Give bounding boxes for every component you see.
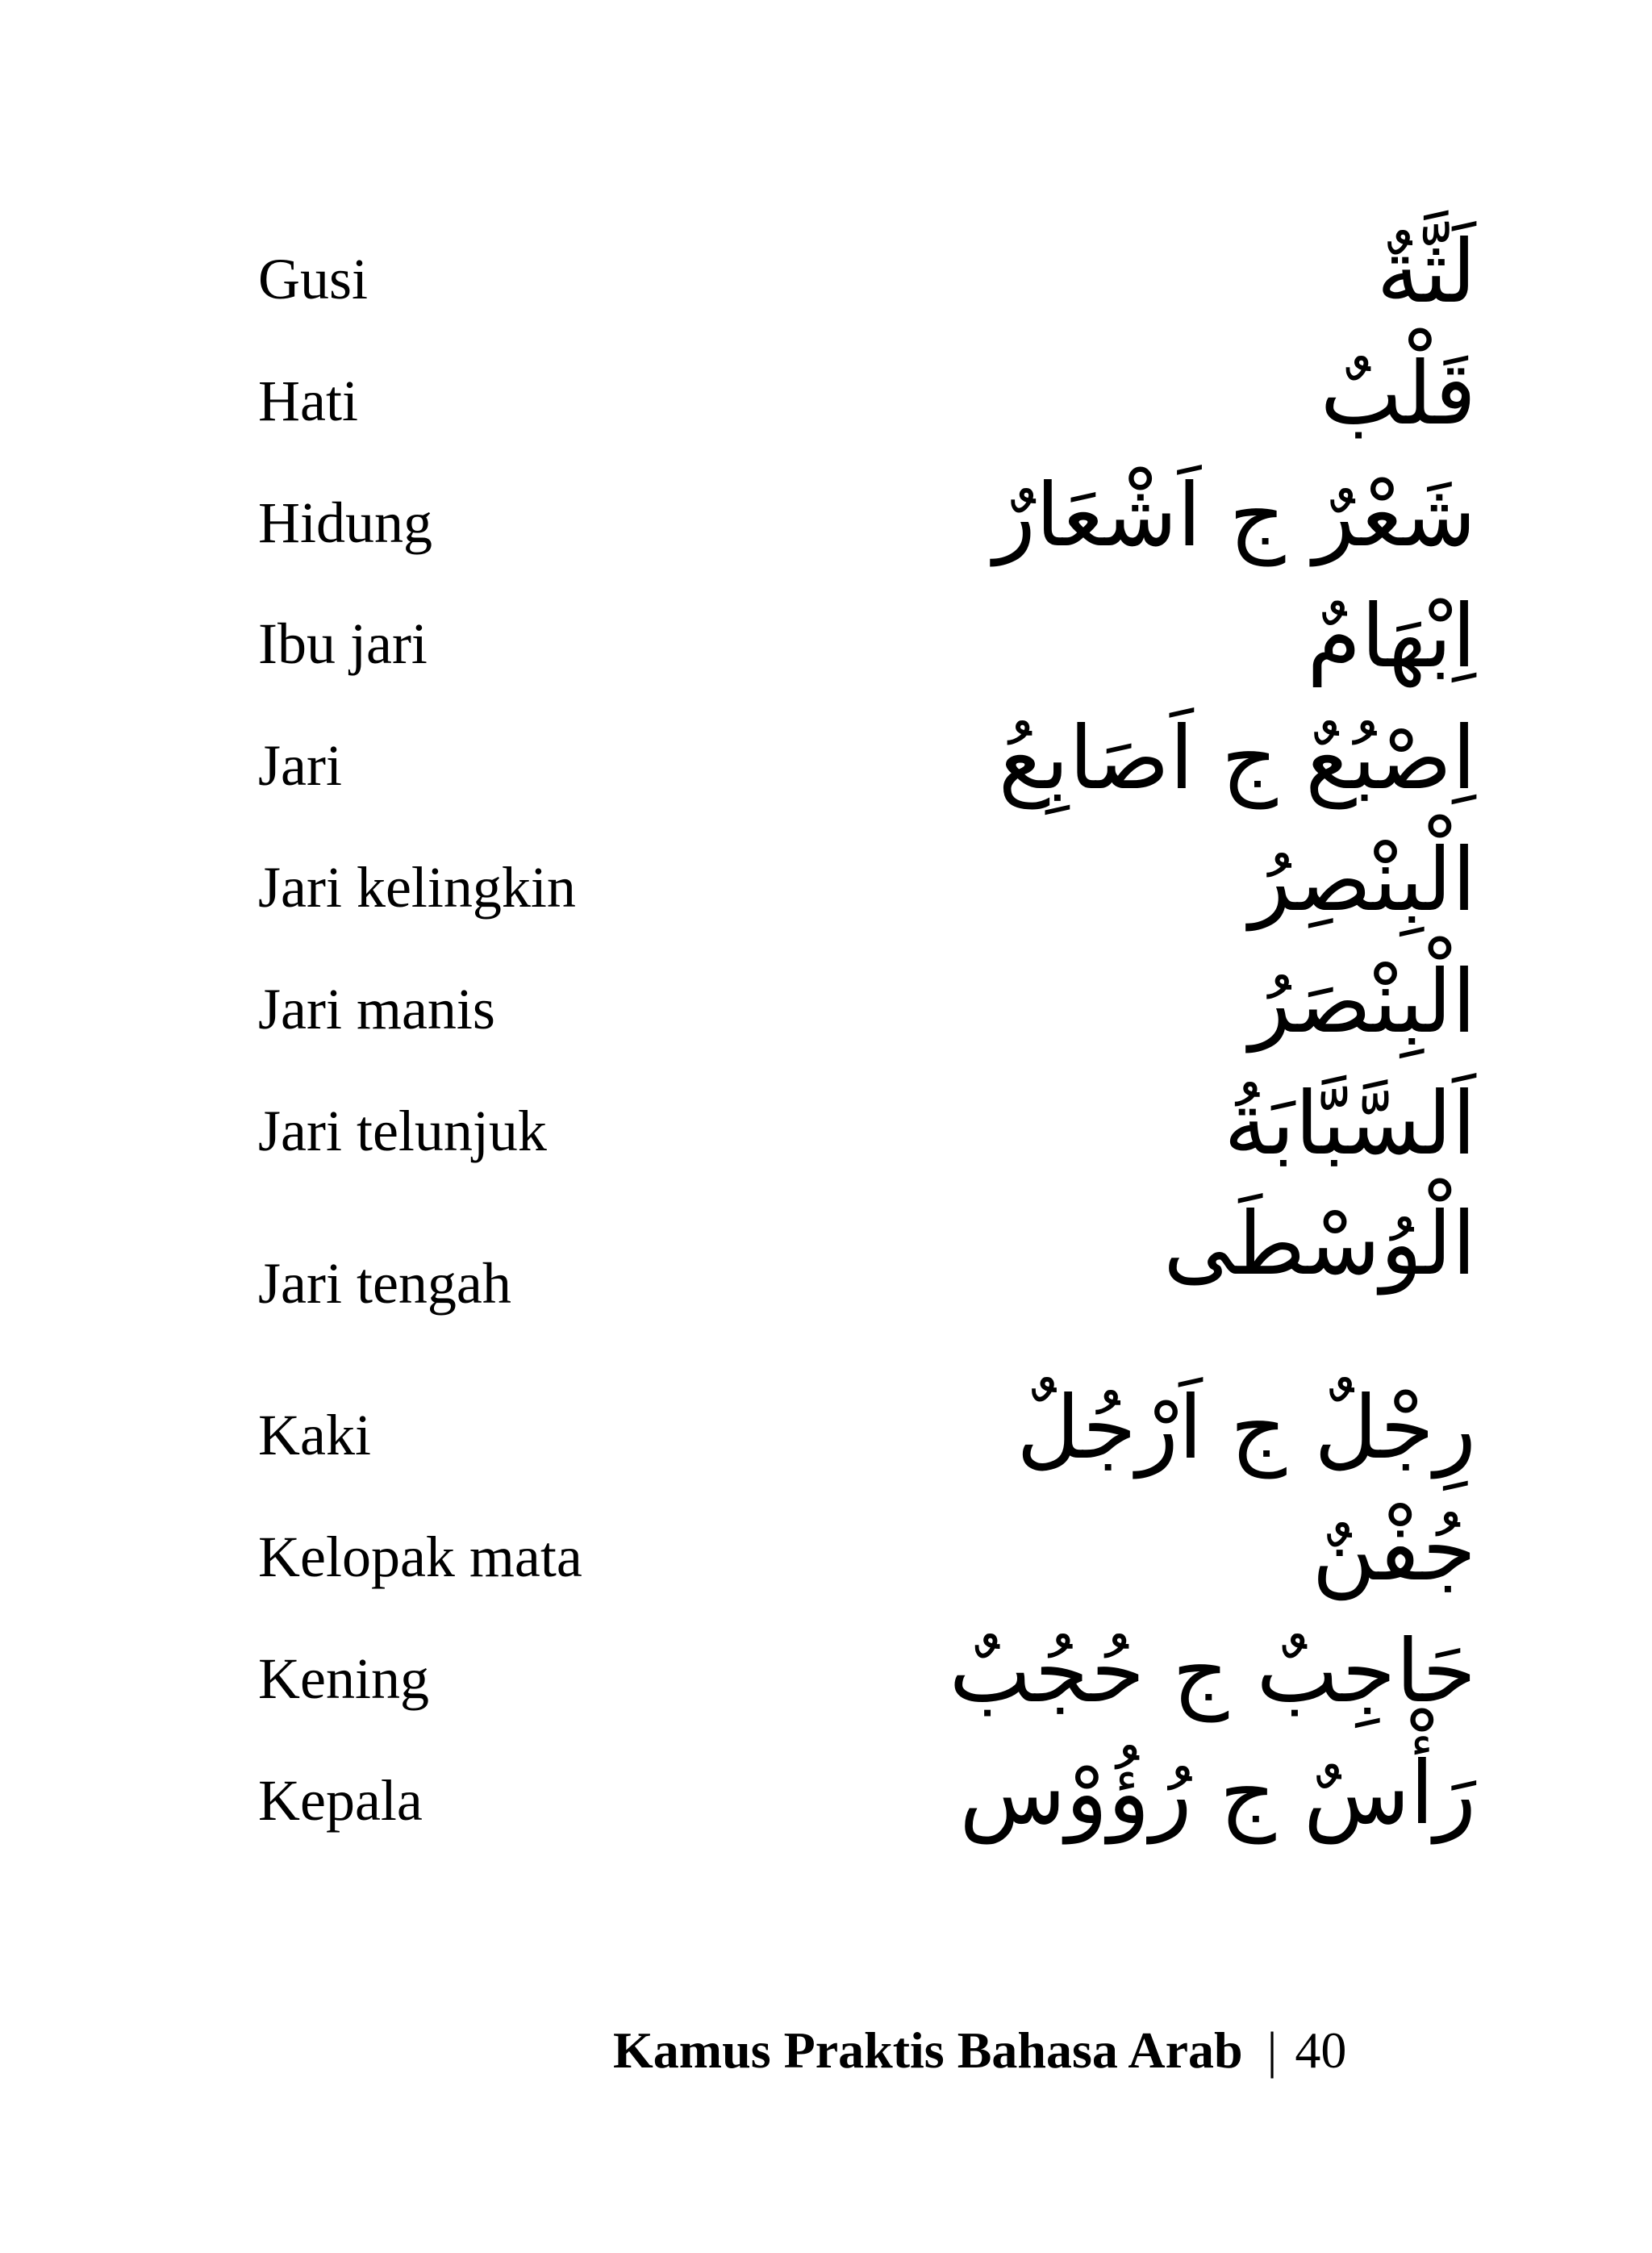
entry-row: [258, 574, 1476, 695]
arabic-term: الْبِنْصِرُ: [1249, 830, 1476, 931]
entry-row: [258, 818, 1476, 939]
indonesian-term: Kelopak mata: [258, 1525, 582, 1589]
arabic-term: قَلْبٌ: [1320, 344, 1476, 444]
indonesian-term: Kepala: [258, 1768, 423, 1833]
book-title: Kamus Praktis Bahasa Arab: [613, 2021, 1243, 2079]
arabic-term: الْوُسْطَى: [1163, 1194, 1476, 1295]
arabic-term: رَأْسٌ ج رُؤُوْس: [959, 1743, 1476, 1844]
indonesian-term: Kening: [258, 1646, 429, 1711]
arabic-term: اَلسَّبَّابَةُ: [1224, 1074, 1476, 1174]
entry-row: [258, 1731, 1476, 1852]
indonesian-term: Jari manis: [258, 977, 495, 1041]
arabic-term: اِبْهَامٌ: [1307, 586, 1476, 687]
arabic-term: جُفْنٌ: [1312, 1500, 1476, 1600]
entry-row: [258, 1487, 1476, 1608]
entry-row: [258, 210, 1476, 331]
indonesian-term: Hati: [258, 369, 358, 433]
entry-row: [258, 940, 1476, 1061]
indonesian-term: Jari kelingkin: [258, 855, 576, 920]
indonesian-term: Ibu jari: [258, 611, 428, 676]
entry-row: [258, 1366, 1476, 1487]
indonesian-term: Gusi: [258, 247, 369, 311]
arabic-term: شَعْرٌ ج اَشْعَارٌ: [993, 465, 1476, 566]
indonesian-term: Jari tengah: [258, 1251, 511, 1316]
entry-row: [258, 1194, 1476, 1335]
footer-separator: |: [1266, 2021, 1278, 2079]
arabic-term: الْبِنْصَرُ: [1249, 952, 1476, 1053]
indonesian-term: Kaki: [258, 1403, 371, 1467]
indonesian-term: Hidung: [258, 490, 432, 555]
entry-row: [258, 696, 1476, 817]
indonesian-term: Jari telunjuk: [258, 1099, 547, 1163]
entry-row: [258, 332, 1476, 453]
entry-row: [258, 1062, 1476, 1183]
arabic-term: حَاجِبٌ ج حُجُبٌ: [949, 1621, 1476, 1722]
entry-row: [258, 453, 1476, 574]
entry-row: [258, 1609, 1476, 1730]
page-number: 40: [1295, 2021, 1347, 2079]
indonesian-term: Jari: [258, 733, 342, 798]
arabic-term: اِصْبُعٌ ج اَصَابِعُ: [998, 708, 1476, 809]
page-footer: [613, 2021, 1347, 2079]
arabic-term: لَثَّةٌ: [1376, 222, 1476, 323]
arabic-term: رِجْلٌ ج اَرْجُلٌ: [1016, 1378, 1476, 1479]
